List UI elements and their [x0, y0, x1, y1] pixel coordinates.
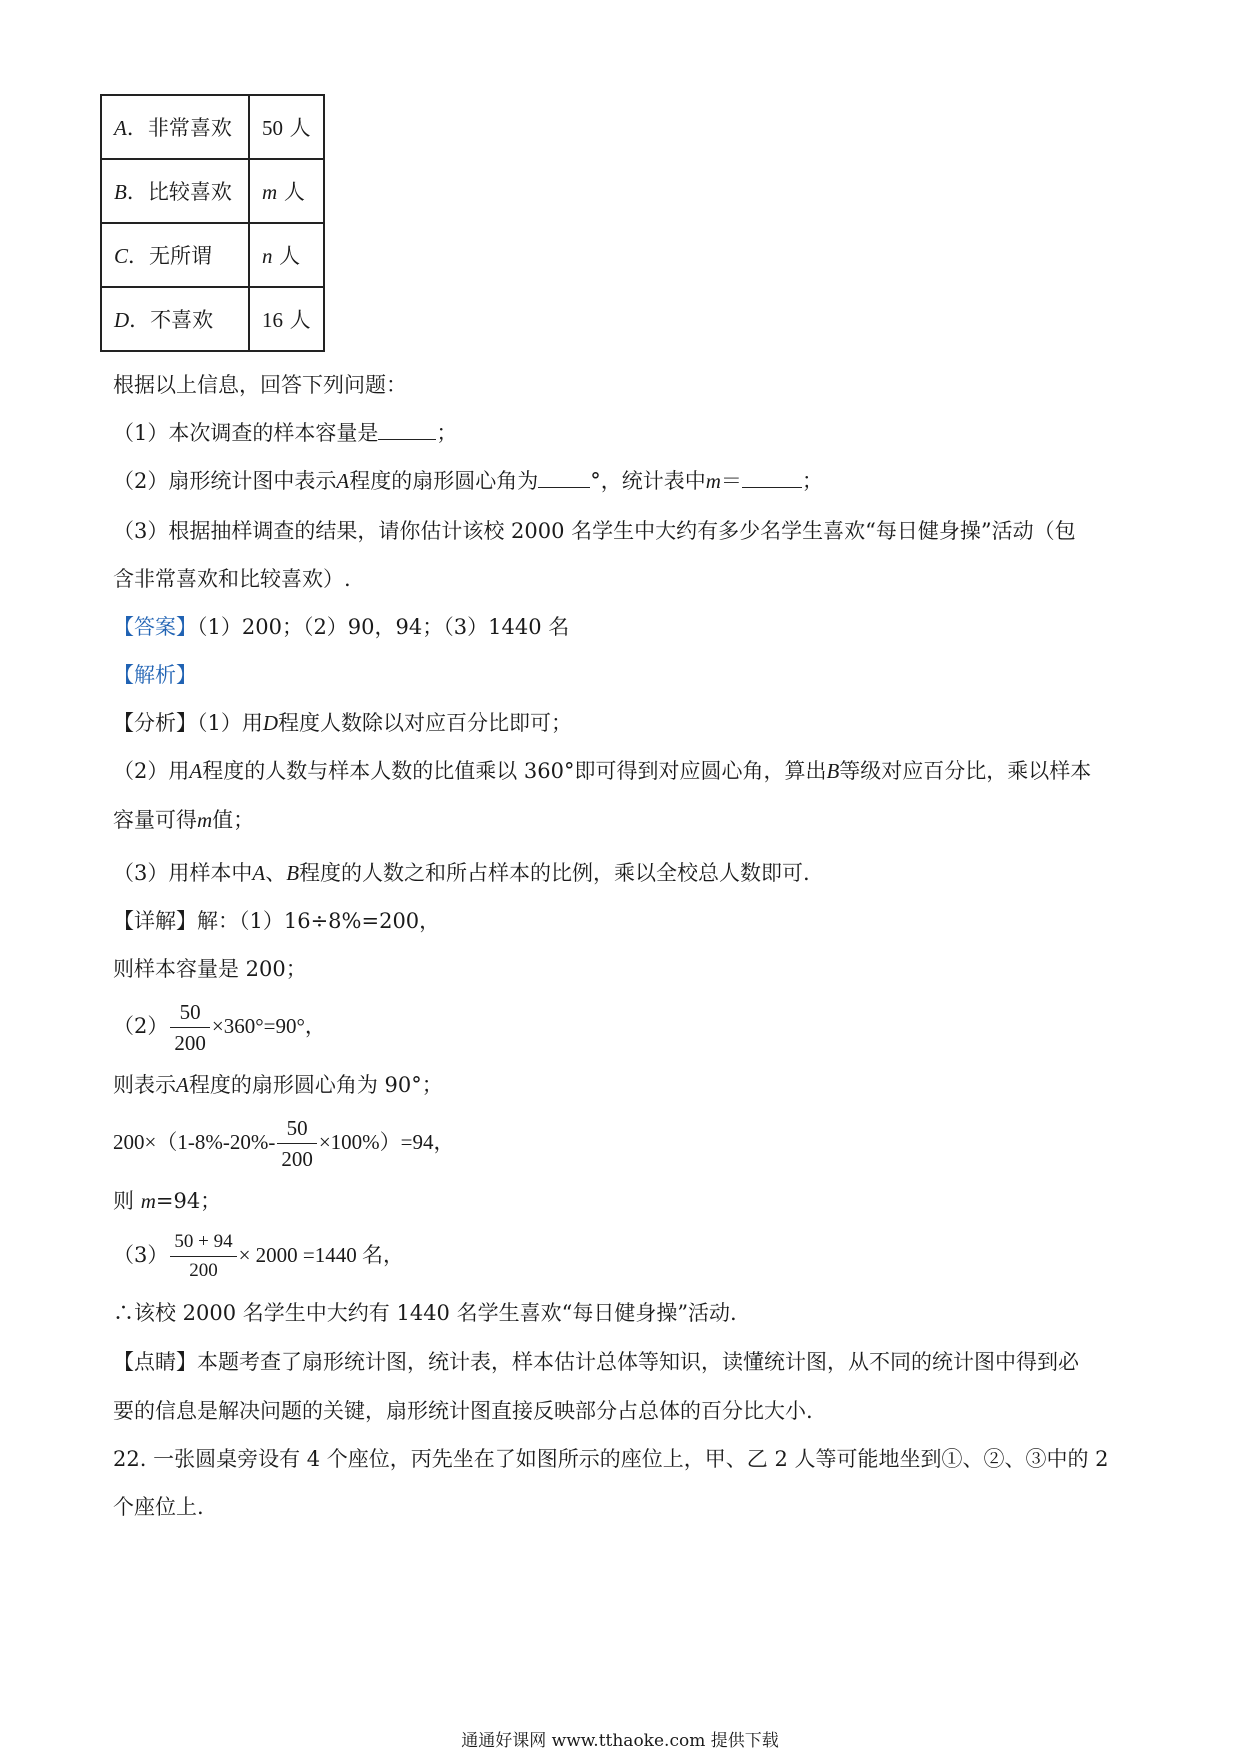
question-3-line-1: （3）根据抽样调查的结果，请你估计该校 2000 名学生中大约有多少名学生喜欢“每日健身操”活动（包: [113, 519, 1076, 543]
answer-line: 【答案】（1）200；（2）90，94；（3）1440 名: [113, 615, 570, 639]
detail-line-4: 则表示A程度的扇形圆心角为 90°；: [113, 1073, 443, 1097]
count-variable: n: [262, 244, 273, 268]
count-cell: [249, 287, 324, 351]
fraction-50-200: $\frac{50}{200}$: [277, 1113, 317, 1174]
count-number: 50: [262, 116, 283, 140]
count-variable: m: [262, 180, 278, 204]
fenxi-line-4: （3）用样本中A、B程度的人数之和所占样本的比例，乘以全校总人数即可.: [113, 861, 810, 885]
category-label: ．比较喜欢: [126, 180, 232, 204]
table-row: [101, 223, 324, 287]
analysis-tag: 【解析】: [113, 663, 197, 687]
detail-line-3: （2） $\frac{50}{200}$ ×360°=90°，: [113, 996, 326, 1058]
count-cell: [249, 95, 324, 159]
question-3-line-2: 含非常喜欢和比较喜欢）.: [113, 567, 351, 591]
table-row: [101, 95, 324, 159]
count-unit: 人: [283, 308, 311, 332]
category-label: ．非常喜欢: [126, 116, 232, 140]
count-unit: 人: [283, 116, 311, 140]
fenxi-line-1: 【分析】（1）用D程度人数除以对应百分比即可；: [113, 711, 573, 735]
table-row: [101, 287, 324, 351]
fenxi-line-3: 容量可得m值；: [113, 808, 255, 832]
footer-credit: 通通好课网 www.tthaoke.com 提供下载: [461, 1731, 779, 1751]
question-1: （1）本次调查的样本容量是 ；: [113, 421, 458, 445]
detail-line-8: ∴该校 2000 名学生中大约有 1440 名学生喜欢“每日健身操”活动.: [113, 1301, 737, 1325]
category-label: ．无所谓: [128, 244, 213, 268]
fraction-144-200: $\frac{50 + 94}{200}$: [170, 1228, 236, 1285]
category-cell: [101, 159, 249, 223]
count-unit: 人: [277, 180, 305, 204]
category-letter: A: [114, 116, 127, 140]
detail-line-2: 则样本容量是 200；: [113, 957, 307, 981]
count-unit: 人: [272, 244, 301, 268]
intro-line: 根据以上信息，回答下列问题：: [113, 373, 407, 397]
category-cell: [101, 95, 249, 159]
count-cell: [249, 159, 324, 223]
question-22-line-1: 22. 一张圆桌旁设有 4 个座位，丙先坐在了如图所示的座位上，甲、乙 2 人等可能地坐到①、②、③中的 2: [113, 1447, 1109, 1471]
table-row: [101, 159, 324, 223]
detail-line-5: 200×（1-8%-20%- $\frac{50}{200}$ ×100%）=94，: [113, 1112, 455, 1174]
answer-tag: 【答案】: [113, 615, 197, 639]
question-2: （2）扇形统计图中表示A程度的扇形圆心角为 °，统计表中m＝ ；: [113, 469, 823, 493]
category-letter: C: [114, 244, 129, 268]
dianjing-line-1: 【点睛】本题考查了扇形统计图，统计表，样本估计总体等知识，读懂统计图，从不同的统计图中得到必: [113, 1350, 1079, 1374]
fraction-50-200: $\frac{50}{200}$: [170, 997, 210, 1058]
category-letter: D: [114, 308, 130, 332]
detail-line-6: 则 m=94；: [113, 1189, 222, 1213]
count-number: 16: [262, 308, 283, 332]
category-letter: B: [114, 180, 127, 204]
category-label: ．不喜欢: [129, 308, 214, 332]
question-22-line-2: 个座位上.: [113, 1495, 204, 1519]
survey-table: [100, 94, 325, 352]
fenxi-line-2: （2）用A程度的人数与样本人数的比值乘以 360°即可得到对应圆心角，算出B等级对应百分比，乘以样本: [113, 759, 1092, 783]
detail-line-7: （3） $\frac{50 + 94}{200}$ × 2000 =1440 名，: [113, 1227, 404, 1285]
dianjing-line-2: 要的信息是解决问题的关键，扇形统计图直接反映部分占总体的百分比大小.: [113, 1399, 813, 1423]
category-cell: [101, 287, 249, 351]
count-cell: [249, 223, 324, 287]
detail-line-1: 【详解】解：（1）16÷8%=200，: [113, 909, 441, 933]
category-cell: [101, 223, 249, 287]
